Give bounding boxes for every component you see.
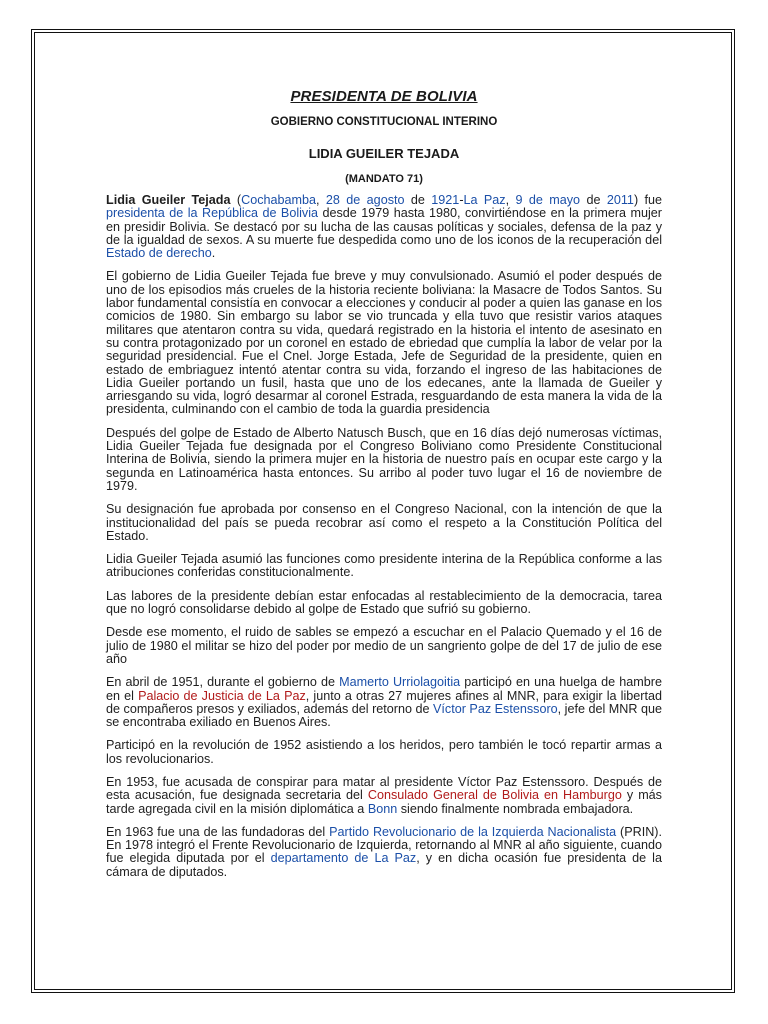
paragraph-9: Participó en la revolución de 1952 asistiendo a los heridos, pero también le tocó repartir armas a los revolucionarios. — [106, 738, 662, 766]
paragraph-2: El gobierno de Lidia Gueiler Tejada fue breve y muy convulsionado. Asumió el poder después de uno de los episodios más crueles de la historia reciente boliviana: la Masacre de Todos Santos. Su labor fundamental consistía en convocar a elecciones y conducir al poder a quien las ganase en los comicios de 1980. Sin embargo su labor se vio truncada y ella tuvo que resistir varios ataques militares que atentaron contra su vida, quedará registrado en la historia el intento de asesinato en su contra protagonizado por un coronel en estado de ebriedad que cumplía la labor de velar por la seguridad presidencial. Fue el Cnel. Jorge Estada, Jefe de Seguridad de la presidente, quien en estado de embriaguez intentó atentar contra su vida, forzando el ingreso de las habitaciones de Lidia Gueiler portando un fusil, hasta que uno de los edecanes, ante la llamada de Gueiler y arriesgando su vida, logró desarmar al coronel Estrada, resguardando de esta manera la vida de la presidenta, culminando con el cambio de toda la guardia presidencia — [106, 269, 662, 417]
paragraph-7: Desde ese momento, el ruido de sables se empezó a escuchar en el Palacio Quemado y el 16 de julio de 1980 el militar se hizo del poder por medio de un sangriento golpe de del 17 de julio de ese año — [106, 625, 662, 666]
link-mamerto-urriolagoitia[interactable]: Mamerto Urriolagoitia — [339, 675, 461, 690]
link-estado-de-derecho[interactable]: Estado de derecho — [106, 246, 212, 261]
paragraph-4: Su designación fue aprobada por consenso en el Congreso Nacional, con la intención de que la institucionalidad del país se pueda recobrar así como el respeto a la Constitución Política del Estado. — [106, 502, 662, 543]
link-prin[interactable]: Partido Revolucionario de la Izquierda Nacionalista — [329, 824, 617, 839]
paragraph-3: Después del golpe de Estado de Alberto Natusch Busch, que en 16 días dejó numerosas víctimas, Lidia Gueiler Tejada fue designada por el Congreso Boliviano como Presidente Constitucional Interina de Bolivia, siendo la primera mujer en la historia de nuestro país en ocupar este cargo y la segunda en Latinoamérica hasta entonces. Su arribo al poder tuvo lugar el 16 de noviembre de 1979. — [106, 425, 662, 493]
paragraph-11 — [106, 826, 662, 879]
bold-name: Lidia Gueiler Tejada — [106, 193, 231, 207]
link-bonn[interactable]: Bonn — [367, 801, 398, 816]
text: , — [316, 193, 326, 207]
text: de — [404, 193, 432, 207]
text: ( — [230, 193, 242, 207]
text: ) fue — [633, 193, 663, 207]
link-departamento-la-paz[interactable]: departamento de La Paz — [270, 851, 417, 866]
text: En 1963 fue una de las fundadoras del — [106, 824, 330, 839]
paragraph-10 — [106, 776, 662, 816]
mandate-number: (MANDATO 71) — [345, 173, 423, 185]
paragraph-1 — [106, 194, 662, 260]
text: - — [459, 193, 464, 207]
text: , junto a otras 27 mujeres afines al MNR, para exigir la libertad de compañeros presos y exiliados, además del retorno de — [106, 688, 662, 716]
document-title: PRESIDENTA DE BOLIVIA — [290, 88, 478, 105]
paragraph-8 — [106, 676, 662, 729]
link-presidenta[interactable]: presidenta de la República de Bolivia — [106, 206, 319, 221]
link-palacio-de-justicia[interactable]: Palacio de Justicia de La Paz — [138, 688, 306, 703]
text: de — [580, 193, 607, 207]
paragraph-5: Lidia Gueiler Tejada asumió las funciones como presidente interina de la República conforme a las atribuciones conferidas constitucionalmente. — [106, 552, 662, 580]
text: y más tarde agregada civil en la misión diplomática a — [106, 788, 662, 816]
text: (PRIN). En 1978 integró el Frente Revolucionario de Izquierda, retornando al MNR al año siguiente, cuando fue elegida diputada por el — [106, 824, 662, 866]
document-subtitle: GOBIERNO CONSTITUCIONAL INTERINO — [270, 116, 498, 128]
text: , jefe del MNR que se encontraba exiliado en Buenos Aires. — [106, 701, 663, 730]
link-cochabamba[interactable]: Cochabamba — [241, 193, 317, 207]
link-death-year[interactable]: 2011 — [606, 193, 634, 207]
text: En 1953, fue acusada de conspirar para matar al presidente Víctor Paz Estenssoro. Después de esta acusación, fue designada secretaria del — [106, 774, 662, 803]
link-birth-date[interactable]: 28 de agosto — [325, 193, 405, 207]
person-name: LIDIA GUEILER TEJADA — [308, 146, 460, 161]
link-consulado-hamburgo[interactable]: Consulado General de Bolivia en Hamburgo — [367, 788, 622, 803]
text: En abril de 1951, durante el gobierno de — [106, 675, 340, 690]
document-body — [106, 88, 662, 889]
text: participó en una huelga de hambre en el — [106, 675, 662, 703]
text: , — [505, 193, 516, 207]
text: , y en dicha ocasión fue presidenta de la cámara de diputados. — [106, 851, 662, 879]
text: desde 1979 hasta 1980, convirtiéndose en la primera mujer en presidir Bolivia. Se destacó por su lucha de las causas políticas y sociales, defensa de la paz y de la igualdad de sexos. A su muerte fue despedida como uno de los iconos de la recuperación del — [106, 206, 662, 247]
link-victor-paz-estenssoro[interactable]: Víctor Paz Estenssoro — [433, 701, 558, 716]
link-birth-year[interactable]: 1921 — [431, 193, 460, 207]
link-death-date[interactable]: 9 de mayo — [515, 193, 581, 207]
paragraph-6: Las labores de la presidente debían estar enfocadas al restablecimiento de la democracia, tarea que no logró consolidarse debido al golpe de Estado que sufrió su gobierno. — [106, 588, 662, 617]
text: . — [211, 246, 216, 261]
text: siendo finalmente nombrada embajadora. — [397, 801, 634, 816]
link-la-paz[interactable]: La Paz — [463, 193, 506, 207]
